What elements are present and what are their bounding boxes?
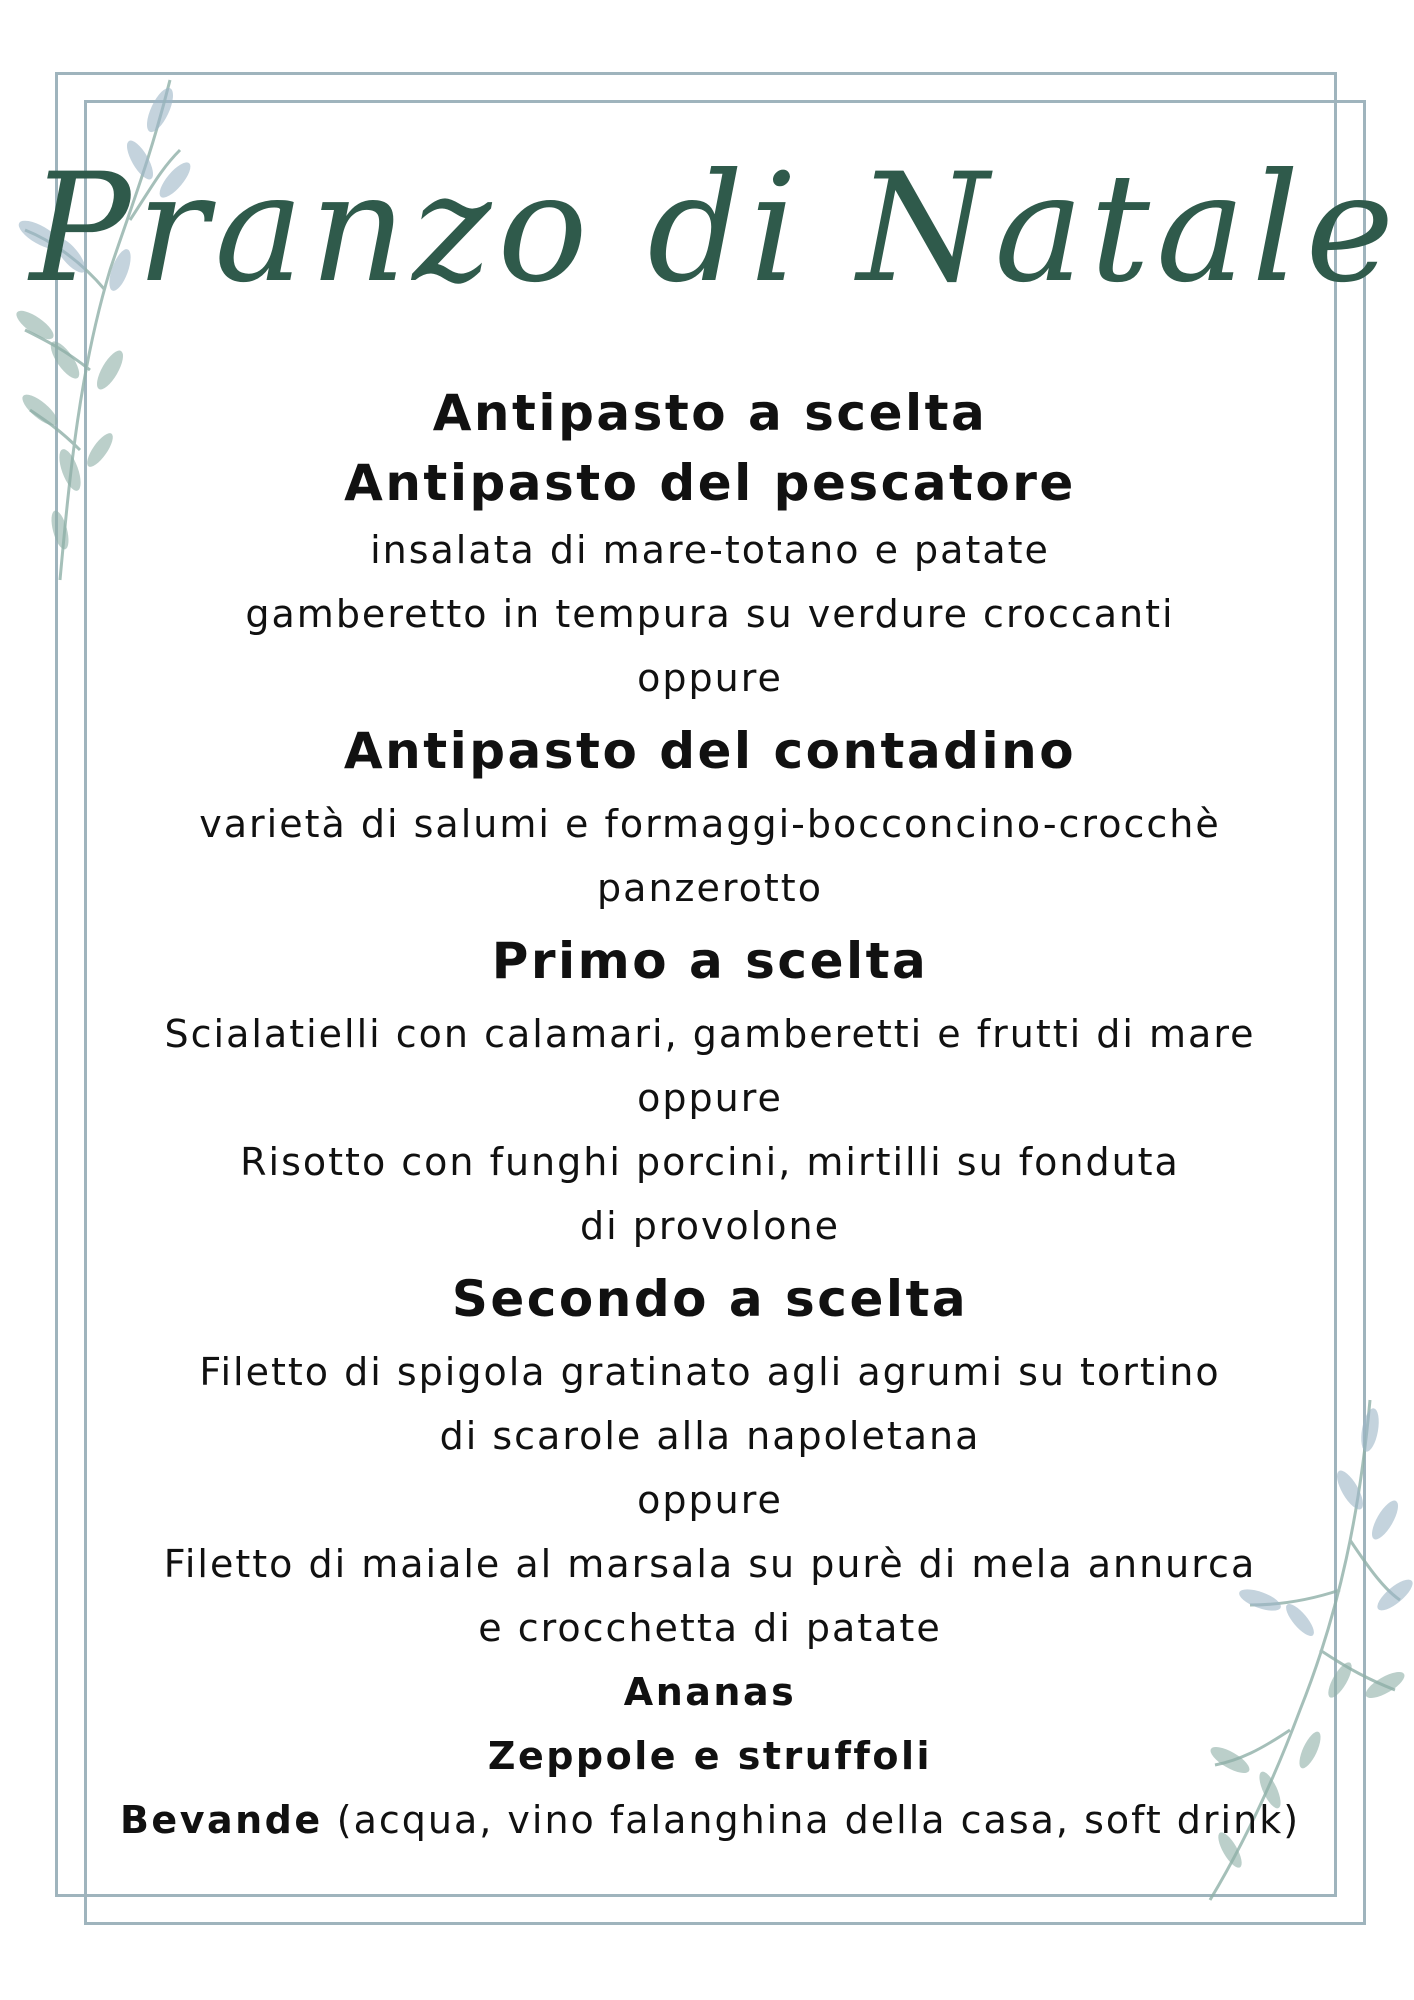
primo-or: oppure [637, 1076, 783, 1120]
antipasto-contadino-name: Antipasto del contadino [343, 722, 1077, 780]
page-title [29, 110, 1401, 380]
menu-body [110, 378, 1310, 1852]
primo-option: Risotto con funghi porcini, mirtilli su fonduta [240, 1140, 1180, 1184]
page-title-text: Pranzo di Natale [29, 142, 1401, 316]
antipasto-contadino-item: varietà di salumi e formaggi-bocconcino-crocchè [199, 802, 1221, 846]
secondo-option: di scarole alla napoletana [439, 1414, 981, 1458]
antipasto-pescatore-item: gamberetto in tempura su verdure croccanti [245, 592, 1175, 636]
secondo-option: e crocchetta di patate [478, 1606, 942, 1650]
primo-heading: Primo a scelta [491, 932, 929, 990]
dessert-item: Zeppole e struffoli [487, 1734, 933, 1778]
secondo-or: oppure [637, 1478, 783, 1522]
fruit-item: Ananas [623, 1670, 797, 1714]
antipasto-pescatore-item: insalata di mare-totano e patate [370, 528, 1050, 572]
drinks-label: Bevande [119, 1798, 323, 1842]
secondo-heading: Secondo a scelta [451, 1270, 969, 1328]
primo-option: Scialatielli con calamari, gamberetti e frutti di mare [164, 1012, 1256, 1056]
primo-option: di provolone [580, 1204, 840, 1248]
antipasto-or: oppure [637, 656, 783, 700]
drinks-line [110, 1788, 1310, 1852]
antipasto-contadino-item: panzerotto [597, 866, 823, 910]
secondo-option: Filetto di maiale al marsala su purè di mela annurca [163, 1542, 1257, 1586]
drinks-detail: (acqua, vino falanghina della casa, soft drink) [336, 1798, 1301, 1842]
antipasto-pescatore-name: Antipasto del pescatore [344, 454, 1076, 512]
antipasto-heading: Antipasto a scelta [432, 384, 988, 442]
secondo-option: Filetto di spigola gratinato agli agrumi su tortino [199, 1350, 1221, 1394]
